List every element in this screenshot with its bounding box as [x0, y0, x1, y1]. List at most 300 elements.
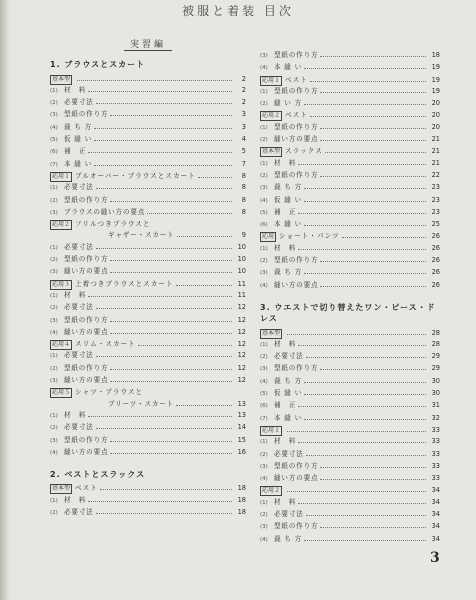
- toc-entry: [50, 483, 246, 494]
- leader-dots: [306, 455, 426, 456]
- item-number: (4): [50, 124, 58, 131]
- entry-page-number: 34: [431, 509, 440, 518]
- item-number: (3): [50, 209, 58, 216]
- leader-dots: [96, 356, 232, 357]
- leader-dots: [304, 419, 426, 420]
- item-number: (2): [260, 258, 268, 265]
- leader-dots: [325, 152, 426, 153]
- section-type-box: 応用３: [52, 280, 71, 288]
- leader-dots: [304, 104, 426, 105]
- leader-dots: [96, 513, 232, 514]
- entry-title: 型紙の作り方: [64, 363, 109, 372]
- entry-page-number: 34: [431, 534, 440, 543]
- entry-title: スリム・スカート: [75, 340, 136, 349]
- entry-title: 本 縫 い: [274, 63, 302, 72]
- toc-entry: [50, 182, 246, 194]
- entry-title: 縫い方の要点: [64, 376, 109, 385]
- entry-page-number: 2: [241, 85, 246, 94]
- item-number: (1): [50, 87, 58, 94]
- entry-page-number: 21: [431, 158, 440, 167]
- leader-dots: [304, 273, 426, 274]
- leader-dots: [110, 201, 232, 202]
- item-number: (3): [50, 269, 58, 276]
- leader-dots: [88, 152, 232, 153]
- item-number: (2): [50, 197, 58, 204]
- leader-dots: [88, 296, 232, 297]
- leader-dots: [320, 128, 426, 129]
- entry-title: 縫い方の要点: [64, 327, 109, 336]
- entry-page-number: 34: [431, 486, 440, 495]
- leader-dots: [110, 272, 232, 273]
- entry-page-number: 11: [237, 279, 246, 288]
- toc-entry: [260, 62, 440, 74]
- entry-page-number: 30: [431, 376, 440, 385]
- toc-entry: [260, 255, 440, 267]
- leader-dots: [147, 213, 232, 214]
- item-number: (1): [260, 245, 268, 252]
- leader-dots: [320, 140, 426, 141]
- entry-page-number: 19: [431, 75, 440, 84]
- toc-entry: [50, 219, 246, 230]
- entry-page-number: 14: [237, 423, 246, 432]
- entry-title: ショート・パンツ: [279, 232, 340, 241]
- item-number: (4): [50, 449, 58, 456]
- item-number: (3): [260, 53, 268, 59]
- entry-title: 型紙の作り方: [274, 364, 319, 373]
- toc-entry: [50, 447, 246, 459]
- leader-dots: [110, 441, 232, 442]
- section-type-box: 応用１: [52, 172, 71, 180]
- entry-title: 縫い方の要点: [64, 447, 109, 456]
- item-number: (3): [50, 317, 58, 324]
- toc-entry: [50, 435, 246, 447]
- entry-title: 型紙の作り方: [274, 86, 319, 95]
- toc-entry: [50, 146, 246, 158]
- leader-dots: [88, 91, 232, 92]
- toc-entry: [50, 507, 246, 519]
- item-number: (2): [260, 137, 268, 144]
- leader-dots: [88, 416, 232, 417]
- entry-page-number: 34: [431, 522, 440, 531]
- section-type-box: 応用１: [262, 426, 281, 434]
- entry-page-number: 18: [237, 507, 246, 516]
- entry-title: 型紙の作り方: [274, 51, 319, 59]
- toc-entry: [260, 98, 440, 110]
- toc-entry: [260, 388, 440, 400]
- entry-title: 必要寸法: [64, 98, 94, 107]
- section-type-box: 応用５: [52, 389, 71, 397]
- entry-title: 必要寸法: [64, 351, 94, 360]
- entry-title: 材 料: [64, 290, 87, 299]
- entry-page-number: 4: [241, 135, 246, 144]
- toc-entry: [260, 110, 440, 121]
- toc-entry: [50, 230, 246, 241]
- section-type-box: 基本型: [52, 485, 71, 493]
- item-number: (2): [260, 172, 268, 179]
- entry-title: 材 料: [274, 339, 297, 348]
- item-number: (2): [50, 257, 58, 264]
- leader-dots: [77, 80, 232, 81]
- toc-entry: [260, 219, 440, 231]
- leader-dots: [96, 308, 232, 309]
- entry-page-number: 8: [241, 195, 246, 204]
- item-number: (1): [50, 185, 58, 192]
- toc-entry: [50, 315, 246, 327]
- part-title: 実習編: [50, 40, 246, 51]
- item-number: (3): [260, 524, 268, 531]
- entry-page-number: 5: [241, 147, 246, 156]
- toc-entry: [50, 495, 246, 507]
- entry-title: フリルつきブラウスと: [75, 220, 151, 229]
- item-number: (4): [260, 197, 268, 204]
- entry-page-number: 3: [241, 110, 246, 119]
- entry-page-number: 10: [237, 255, 246, 264]
- item-number: (2): [50, 425, 58, 432]
- item-number: (1): [260, 499, 268, 506]
- entry-page-number: 31: [431, 401, 440, 410]
- entry-title: 型紙の作り方: [274, 461, 319, 470]
- toc-entry: [260, 86, 440, 98]
- entry-page-number: 7: [241, 159, 246, 168]
- toc-entry: [50, 242, 246, 254]
- toc-entry: [260, 243, 440, 255]
- entry-page-number: 20: [431, 111, 440, 120]
- toc-entry: [50, 339, 246, 350]
- chapter-heading: 3. ウエストで切り替えたワン・ピース・ドレス: [260, 302, 436, 324]
- entry-page-number: 18: [237, 495, 246, 504]
- item-number: (1): [260, 124, 268, 131]
- toc-entry: [50, 350, 246, 362]
- leader-dots: [320, 56, 426, 57]
- toc-entry: [260, 497, 440, 509]
- entry-title: 縫い方の要点: [64, 267, 109, 276]
- item-number: (2): [50, 100, 58, 107]
- leader-dots: [320, 369, 426, 370]
- item-number: (1): [50, 353, 58, 360]
- leader-dots: [306, 357, 426, 358]
- toc-entry: [260, 182, 440, 194]
- leader-dots: [110, 333, 232, 334]
- toc-entry: [50, 97, 246, 109]
- toc-entry: [260, 134, 440, 146]
- entry-page-number: 12: [237, 363, 246, 372]
- entry-page-number: 29: [431, 364, 440, 373]
- entry-title: 縫い方の要点: [274, 135, 319, 144]
- entry-title: 必要寸法: [64, 423, 94, 432]
- leader-dots: [298, 345, 426, 346]
- item-number: (3): [50, 437, 58, 444]
- toc-entry: [50, 159, 246, 171]
- entry-title: 必要寸法: [274, 449, 304, 458]
- entry-title: 材 料: [64, 495, 87, 504]
- entry-title: 型紙の作り方: [64, 195, 109, 204]
- toc-entry: [260, 473, 440, 485]
- toc-entry: [260, 413, 440, 425]
- entry-title: 型紙の作り方: [64, 255, 109, 264]
- entry-title: 補 正: [64, 147, 87, 156]
- section-type-box: 応用１: [262, 76, 281, 84]
- leader-dots: [198, 177, 232, 178]
- entry-page-number: 8: [241, 183, 246, 192]
- toc-entry: [260, 449, 440, 461]
- entry-title: 材 料: [274, 158, 297, 167]
- entry-page-number: 23: [431, 207, 440, 216]
- entry-page-number: 23: [431, 195, 440, 204]
- entry-title: 型紙の作り方: [274, 522, 319, 531]
- leader-dots: [96, 103, 232, 104]
- toc-entry: [50, 254, 246, 266]
- entry-page-number: 20: [431, 99, 440, 108]
- toc-entry: [260, 521, 440, 533]
- entry-page-number: 11: [237, 290, 246, 299]
- toc-entry: [260, 280, 440, 292]
- leader-dots: [304, 225, 426, 226]
- item-number: (3): [260, 270, 268, 277]
- entry-title: 補 正: [274, 207, 297, 216]
- item-number: (2): [260, 101, 268, 108]
- entry-page-number: 33: [431, 461, 440, 470]
- entry-title: ブラウスの縫い方の要点: [64, 207, 146, 216]
- entry-title: 縫い方の要点: [274, 474, 319, 483]
- item-number: (4): [260, 282, 268, 289]
- item-number: (1): [50, 244, 58, 251]
- leader-dots: [110, 260, 232, 261]
- leader-dots: [320, 176, 426, 177]
- toc-entry: [260, 376, 440, 388]
- entry-title: 型紙の作り方: [64, 110, 109, 119]
- item-number: (2): [260, 511, 268, 518]
- leader-dots: [304, 188, 426, 189]
- entry-title: 裁 ち 方: [274, 376, 302, 385]
- entry-page-number: 12: [237, 315, 246, 324]
- toc-entry: [50, 122, 246, 134]
- entry-page-number: 16: [237, 447, 246, 456]
- item-number: (3): [50, 112, 58, 119]
- leader-dots: [110, 115, 232, 116]
- entry-title: 型紙の作り方: [274, 256, 319, 265]
- entry-page-number: 13: [237, 410, 246, 419]
- entry-page-number: 33: [431, 437, 440, 446]
- entry-title: 本 縫 い: [274, 220, 302, 229]
- entry-page-number: 26: [431, 243, 440, 252]
- leader-dots: [110, 321, 232, 322]
- toc-entry: [50, 109, 246, 121]
- item-number: (5): [50, 137, 58, 144]
- entry-title: 仮 縫 い: [274, 195, 302, 204]
- leader-dots: [320, 92, 426, 93]
- entry-title: スラックス: [285, 147, 323, 156]
- leader-dots: [138, 345, 232, 346]
- entry-title: 材 料: [274, 243, 297, 252]
- item-number: (1): [50, 292, 58, 299]
- entry-title: 材 料: [64, 410, 87, 419]
- section-type-box: 応用４: [52, 341, 71, 349]
- leader-dots: [176, 285, 232, 286]
- entry-title: 型紙の作り方: [274, 170, 319, 179]
- entry-page-number: 25: [431, 220, 440, 229]
- entry-page-number: 34: [431, 497, 440, 506]
- item-number: (4): [260, 536, 268, 543]
- toc-entry: [260, 170, 440, 182]
- leader-dots: [177, 236, 232, 237]
- entry-title: 上着つきブラウスとスカート: [75, 279, 174, 288]
- entry-title: 本 縫 い: [274, 413, 302, 422]
- entry-title: 仮 縫 い: [274, 389, 302, 398]
- entry-title: 材 料: [274, 437, 297, 446]
- toc-list-left: [50, 59, 246, 519]
- entry-page-number: 12: [237, 340, 246, 349]
- toc-entry: [260, 75, 440, 86]
- section-type-box: 基本型: [262, 329, 281, 337]
- item-number: (4): [260, 378, 268, 385]
- entry-title: 型紙の作り方: [64, 435, 109, 444]
- entry-page-number: 12: [237, 376, 246, 385]
- item-number: (4): [260, 476, 268, 483]
- page-title: 被服と着装 目次: [182, 4, 294, 18]
- item-number: (4): [260, 65, 268, 72]
- toc-entry: [50, 134, 246, 146]
- entry-page-number: 33: [431, 449, 440, 458]
- toc-entry: [260, 425, 440, 436]
- toc-entry: [260, 158, 440, 170]
- item-number: (6): [260, 222, 268, 229]
- leader-dots: [306, 515, 426, 516]
- entry-page-number: 29: [431, 352, 440, 361]
- leader-dots: [110, 453, 232, 454]
- leader-dots: [94, 165, 232, 166]
- entry-page-number: 2: [241, 74, 246, 83]
- section-type-box: 応用２: [52, 221, 71, 229]
- entry-page-number: 19: [431, 86, 440, 95]
- entry-page-number: 33: [431, 474, 440, 483]
- leader-dots: [304, 68, 426, 69]
- leader-dots: [287, 491, 426, 492]
- item-number: (2): [260, 451, 268, 458]
- item-number: (1): [260, 341, 268, 348]
- section-type-box: 基本型: [52, 75, 71, 83]
- toc-entry: [260, 485, 440, 496]
- toc-entry: [260, 328, 440, 339]
- toc-entry: [50, 422, 246, 434]
- leader-dots: [310, 81, 426, 82]
- entry-page-number: 22: [431, 170, 440, 179]
- leader-dots: [110, 381, 232, 382]
- item-number: (4): [50, 329, 58, 336]
- section-type-box: 応用２: [262, 487, 281, 495]
- toc-entry: [260, 400, 440, 412]
- toc-entry: [260, 509, 440, 521]
- leader-dots: [298, 442, 426, 443]
- leader-dots: [304, 201, 426, 202]
- item-number: (2): [50, 365, 58, 372]
- section-type-box: 応用２: [262, 112, 281, 120]
- entry-title: 必要寸法: [274, 352, 304, 361]
- leader-dots: [96, 248, 232, 249]
- toc-entry: [260, 195, 440, 207]
- item-number: (7): [50, 161, 58, 168]
- leader-dots: [320, 527, 426, 528]
- entry-title: ベスト: [75, 484, 98, 493]
- toc-left-column: [50, 40, 246, 519]
- entry-page-number: 26: [431, 232, 440, 241]
- toc-list-right: [260, 50, 440, 546]
- item-number: (1): [50, 497, 58, 504]
- chapter-heading: 1. ブラウスとスカート: [50, 60, 146, 70]
- toc-entry: [50, 207, 246, 219]
- toc-right-column: [260, 50, 440, 546]
- book-spine-shadow: [0, 0, 10, 600]
- item-number: (3): [260, 366, 268, 373]
- leader-dots: [96, 188, 232, 189]
- entry-page-number: 28: [431, 339, 440, 348]
- toc-entry: [50, 279, 246, 290]
- entry-title: 補 正: [274, 401, 297, 410]
- entry-title: 必要寸法: [64, 507, 94, 516]
- toc-entry: [260, 267, 440, 279]
- toc-entry: [260, 231, 440, 242]
- entry-title: ギャザー・スカート: [108, 231, 175, 240]
- leader-dots: [287, 431, 426, 432]
- toc-entry: [50, 410, 246, 422]
- entry-title: 縫い方の要点: [274, 280, 319, 289]
- entry-title: プリーツ・スカート: [108, 399, 175, 408]
- entry-title: 裁 ち 方: [64, 122, 92, 131]
- item-number: (1): [260, 439, 268, 446]
- item-number: (2): [260, 354, 268, 361]
- item-number: (6): [50, 149, 58, 156]
- leader-dots: [298, 249, 426, 250]
- page-number: 3: [430, 550, 440, 566]
- leader-dots: [176, 405, 232, 406]
- toc-entry: [260, 50, 440, 62]
- item-number: (6): [260, 403, 268, 410]
- entry-title: 必要寸法: [274, 509, 304, 518]
- toc-entry: [50, 363, 246, 375]
- entry-page-number: 26: [431, 256, 440, 265]
- entry-page-number: 15: [237, 435, 246, 444]
- item-number: (3): [50, 378, 58, 385]
- item-number: (1): [260, 88, 268, 95]
- item-number: (7): [260, 415, 268, 422]
- leader-dots: [304, 394, 426, 395]
- entry-title: 型紙の作り方: [274, 122, 319, 131]
- leader-dots: [298, 213, 426, 214]
- leader-dots: [96, 428, 232, 429]
- leader-dots: [100, 489, 232, 490]
- section-type-box: 応用: [262, 233, 275, 241]
- toc-entry: [50, 85, 246, 97]
- toc-entry: [50, 302, 246, 314]
- entry-title: ベスト: [285, 111, 308, 120]
- entry-title: ベスト: [285, 75, 308, 84]
- leader-dots: [94, 140, 232, 141]
- entry-title: 型紙の作り方: [64, 315, 109, 324]
- toc-entry: [260, 207, 440, 219]
- toc-entry: [260, 461, 440, 473]
- leader-dots: [304, 382, 426, 383]
- entry-title: 必要寸法: [64, 303, 94, 312]
- entry-page-number: 12: [237, 303, 246, 312]
- entry-page-number: 8: [241, 207, 246, 216]
- toc-entry: [50, 290, 246, 302]
- leader-dots: [304, 540, 426, 541]
- toc-entry: [50, 171, 246, 182]
- entry-page-number: 33: [431, 425, 440, 434]
- toc-entry: [50, 266, 246, 278]
- item-number: (1): [50, 412, 58, 419]
- entry-page-number: 28: [431, 328, 440, 337]
- leader-dots: [94, 128, 232, 129]
